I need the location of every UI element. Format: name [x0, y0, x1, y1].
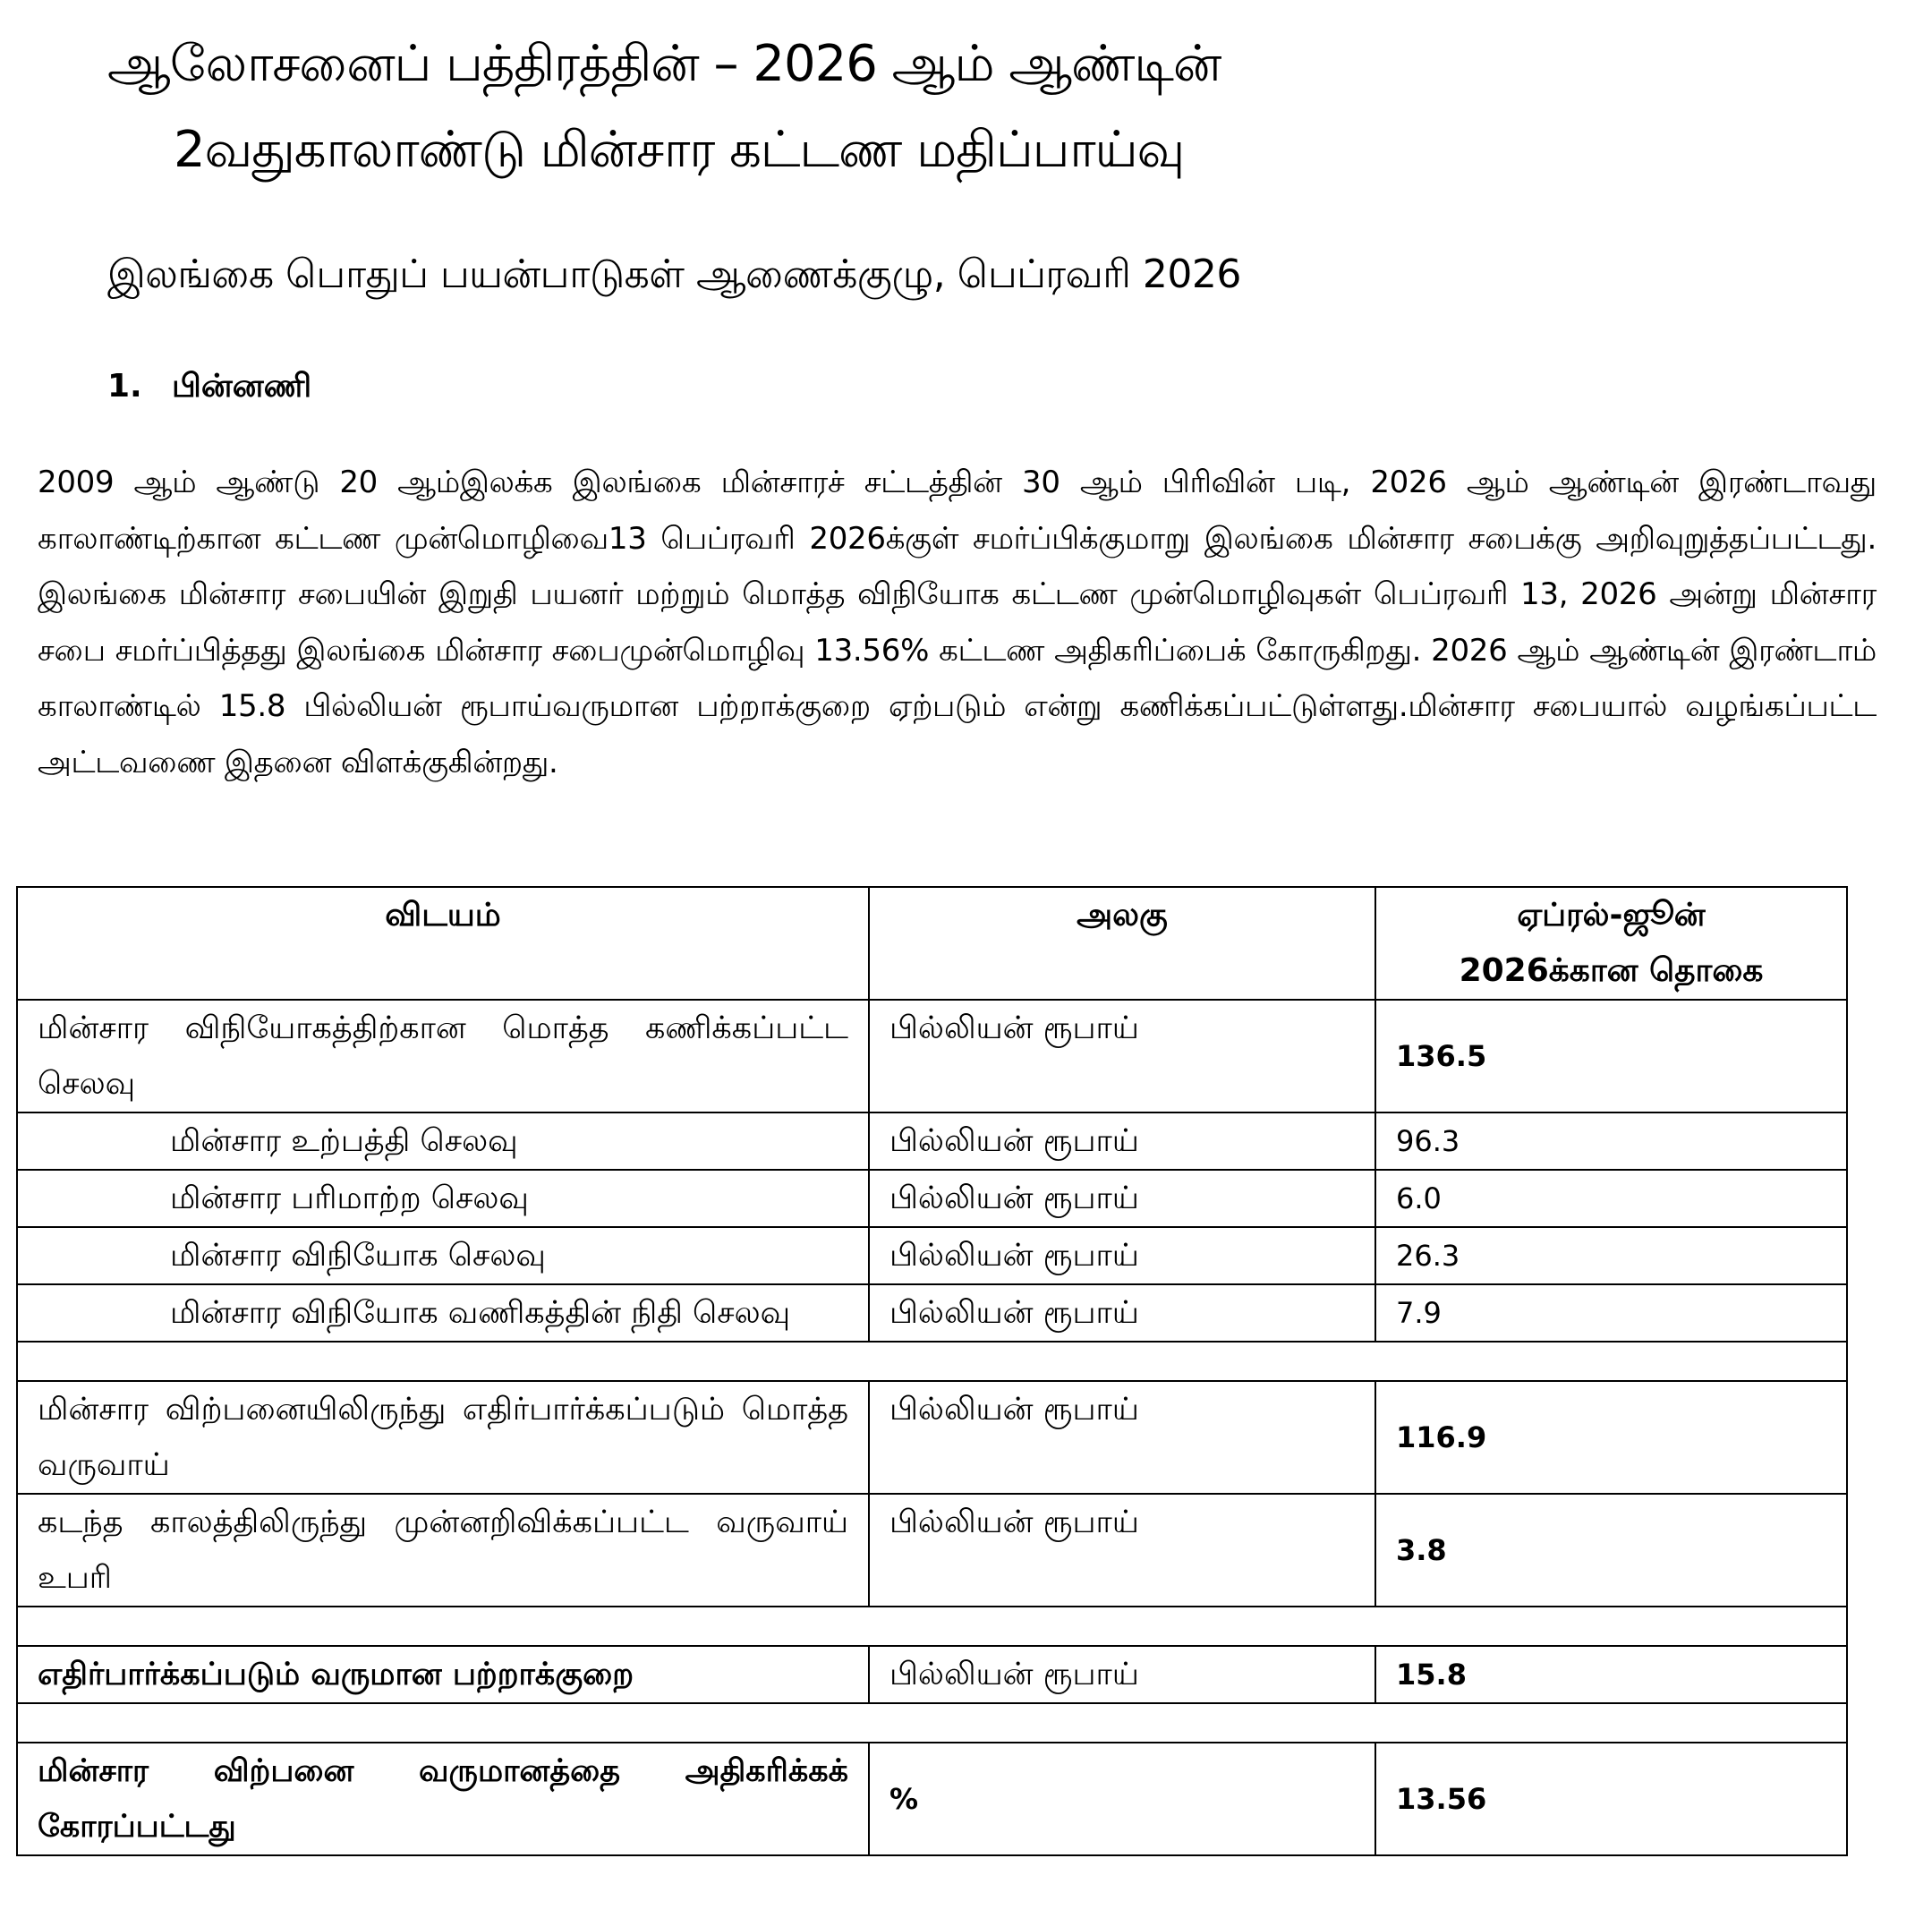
- table-row: [17, 1494, 1847, 1607]
- section-number: 1.: [107, 368, 142, 405]
- row-unit: பில்லியன் ரூபாய்: [869, 1494, 1375, 1607]
- table-row: [17, 1743, 1847, 1855]
- document-subtitle: இலங்கை பொதுப் பயன்பாடுகள் ஆணைக்குழு, பெப்ரவரி 2026: [107, 251, 1241, 297]
- header-amount-line-2: 2026க்கான தொகை: [1459, 952, 1764, 989]
- row-value: 136.5: [1375, 1000, 1847, 1112]
- title-line-1: ஆலோசனைப் பத்திரத்தின் – 2026 ஆம் ஆண்டின்: [107, 35, 1221, 93]
- row-item: கடந்த காலத்திலிருந்து முன்னறிவிக்கப்பட்ட வருவாய் உபரி: [17, 1494, 869, 1607]
- row-value: 96.3: [1375, 1112, 1847, 1170]
- row-unit: பில்லியன் ரூபாய்: [869, 1284, 1375, 1342]
- tariff-table: [16, 886, 1848, 1856]
- row-item: மின்சார விநியோக செலவு: [17, 1227, 869, 1284]
- row-value: 26.3: [1375, 1227, 1847, 1284]
- table-row: [17, 1227, 1847, 1284]
- table-row: [17, 1000, 1847, 1112]
- row-value: 15.8: [1375, 1646, 1847, 1703]
- row-unit: பில்லியன் ரூபாய்: [869, 1646, 1375, 1703]
- row-unit: பில்லியன் ரூபாய்: [869, 1000, 1375, 1112]
- row-item: மின்சார விற்பனையிலிருந்து எதிர்பார்க்கப்படும் மொத்த வருவாய்: [17, 1381, 869, 1494]
- row-item: மின்சார பரிமாற்ற செலவு: [17, 1170, 869, 1227]
- header-unit: அலகு: [869, 887, 1375, 1000]
- row-item: மின்சார விநியோக வணிகத்தின் நிதி செலவு: [17, 1284, 869, 1342]
- header-amount: [1375, 887, 1847, 1000]
- row-item: மின்சார விற்பனை வருமானத்தை அதிகரிக்கக் கோரப்பட்டது: [17, 1743, 869, 1855]
- table-header-row: [17, 887, 1847, 1000]
- row-unit: பில்லியன் ரூபாய்: [869, 1381, 1375, 1494]
- table-spacer-row: [17, 1342, 1847, 1381]
- row-item: எதிர்பார்க்கப்படும் வருமான பற்றாக்குறை: [17, 1646, 869, 1703]
- row-item: மின்சார விநியோகத்திற்கான மொத்த கணிக்கப்பட்ட செலவு: [17, 1000, 869, 1112]
- table-row: [17, 1284, 1847, 1342]
- row-unit: பில்லியன் ரூபாய்: [869, 1227, 1375, 1284]
- row-value: 3.8: [1375, 1494, 1847, 1607]
- section-heading: [107, 362, 311, 412]
- row-value: 7.9: [1375, 1284, 1847, 1342]
- document-title: [107, 21, 1450, 193]
- row-unit: பில்லியன் ரூபாய்: [869, 1112, 1375, 1170]
- table-row: [17, 1381, 1847, 1494]
- table-spacer-row: [17, 1703, 1847, 1743]
- title-line-2: 2வதுகாலாண்டு மின்சார கட்டண மதிப்பாய்வு: [174, 121, 1185, 179]
- background-paragraph: 2009 ஆம் ஆண்டு 20 ஆம்இலக்க இலங்கை மின்சாரச் சட்டத்தின் 30 ஆம் பிரிவின் படி, 2026 ஆம் ஆண்டின் இரண்டாவது காலாண்டிற்கான கட்டண முன்மொழிவை13 பெப்ரவரி 2026க்குள் சமர்ப்பிக்குமாறு இலங்கை மின்சார சபைக்கு அறிவுறுத்தப்பட்டது. இலங்கை மின்சார சபையின் இறுதி பயனர் மற்றும் மொத்த விநியோக கட்டண முன்மொழிவுகள் பெப்ரவரி 13, 2026 அன்று மின்சார சபை சமர்ப்பித்தது இலங்கை மின்சார சபைமுன்மொழிவு 13.56% கட்டண அதிகரிப்பைக் கோருகிறது. 2026 ஆம் ஆண்டின் இரண்டாம் காலாண்டில் 15.8 பில்லியன் ரூபாய்வருமான பற்றாக்குறை ஏற்படும் என்று கணிக்கப்பட்டுள்ளது.மின்சார சபையால் வழங்கப்பட்ட அட்டவணை இதனை விளக்குகின்றது.: [38, 465, 1877, 780]
- table-row: [17, 1112, 1847, 1170]
- table-row: [17, 1170, 1847, 1227]
- table-row: [17, 1646, 1847, 1703]
- row-unit: %: [869, 1743, 1375, 1855]
- header-amount-line-1: ஏப்ரல்-ஜூன்: [1517, 897, 1706, 933]
- header-item: விடயம்: [17, 887, 869, 1000]
- row-value: 13.56: [1375, 1743, 1847, 1855]
- row-unit: பில்லியன் ரூபாய்: [869, 1170, 1375, 1227]
- row-value: 6.0: [1375, 1170, 1847, 1227]
- table-spacer-row: [17, 1607, 1847, 1646]
- row-item: மின்சார உற்பத்தி செலவு: [17, 1112, 869, 1170]
- section-title: பின்னணி: [172, 368, 312, 405]
- row-value: 116.9: [1375, 1381, 1847, 1494]
